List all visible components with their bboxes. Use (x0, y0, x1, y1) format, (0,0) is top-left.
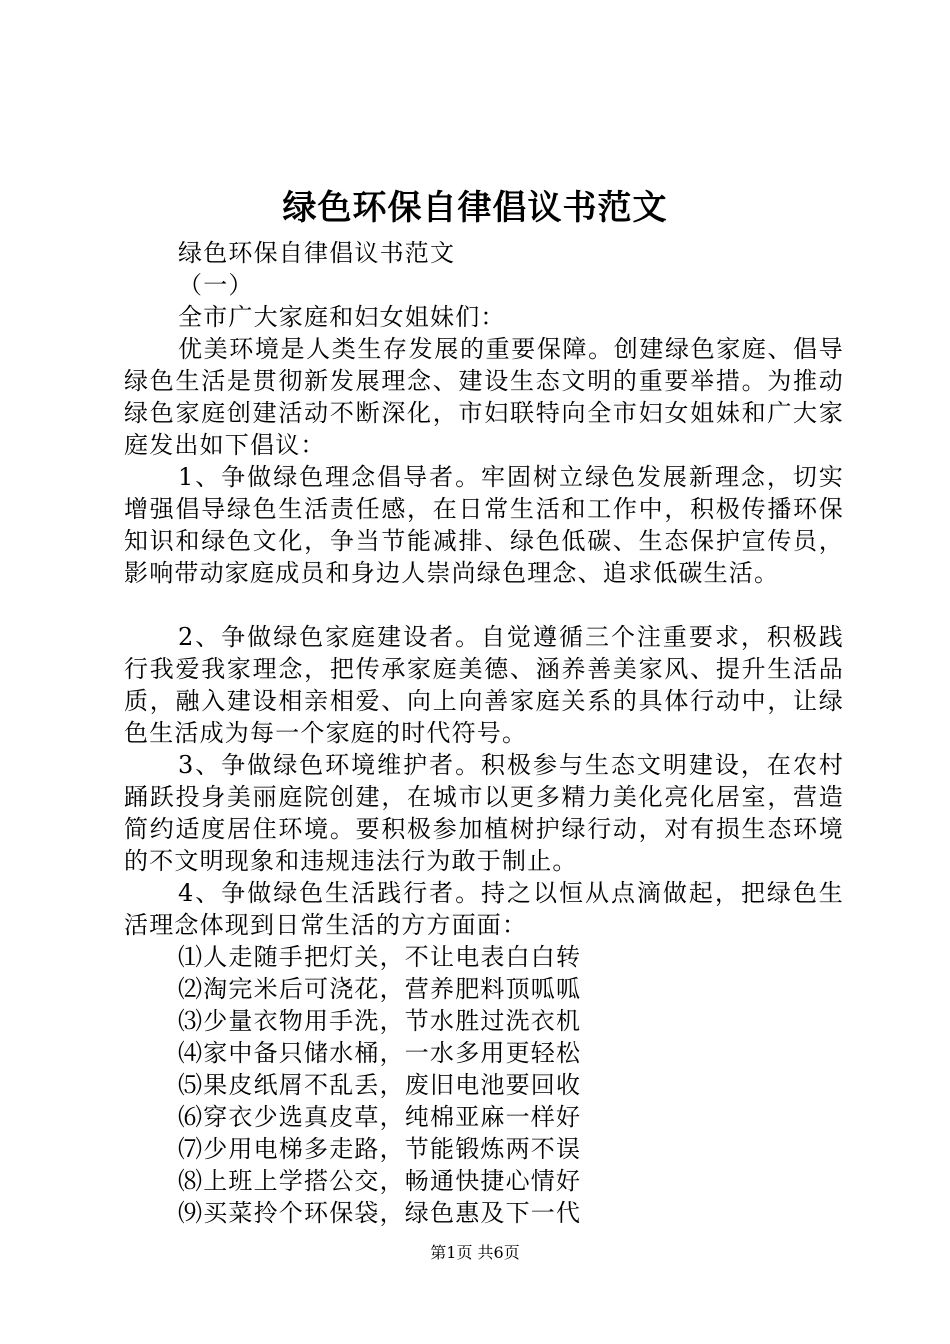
document-body (124, 237, 844, 1229)
intro-paragraph: 优美环境是人类生存发展的重要保障。创建绿色家庭、倡导绿色生活是贯彻新发展理念、建设生态文明的重要举措。为推动绿色家庭创建活动不断深化，市妇联特向全市妇女姐妹和广大家庭发出如下倡议： (124, 335, 844, 459)
item-paragraph-3: 3、争做绿色环境维护者。积极参与生态文明建设，在农村踊跃投身美丽庭院创建，在城市以更多精力美化亮化居室，营造简约适度居住环境。要积极参加植树护绿行动，对有损生态环境的不文明现象和违规违法行为敢于制止。 (124, 751, 844, 875)
tip-line: ⑻上班上学搭公交，畅通快捷心情好 (178, 1167, 582, 1195)
page-number-footer: 第1页 共6页 (430, 1243, 520, 1262)
tip-line: ⑵淘完米后可浇花，营养肥料顶呱呱 (178, 975, 582, 1003)
section-marker: （一） (178, 271, 254, 299)
salutation: 全市广大家庭和妇女姐妹们： (178, 303, 506, 331)
tip-line: ⑴人走随手把灯关，不让电表白白转 (178, 943, 582, 971)
item-paragraph-1: 1、争做绿色理念倡导者。牢固树立绿色发展新理念，切实增强倡导绿色生活责任感，在日常生活和工作中，积极传播环保知识和绿色文化，争当节能减排、绿色低碳、生态保护宣传员，影响带动家庭成员和身边人崇尚绿色理念、追求低碳生活。 (124, 463, 844, 587)
document-title: 绿色环保自律倡议书范文 (282, 188, 668, 228)
item-paragraph-2: 2、争做绿色家庭建设者。自觉遵循三个注重要求，积极践行我爱我家理念，把传承家庭美德、涵养善美家风、提升生活品质，融入建设相亲相爱、向上向善家庭关系的具体行动中，让绿色生活成为每一个家庭的时代符号。 (124, 623, 844, 747)
tip-line: ⑼买菜拎个环保袋，绿色惠及下一代 (178, 1199, 582, 1227)
tip-line: ⑹穿衣少选真皮草，纯棉亚麻一样好 (178, 1103, 582, 1131)
document-subtitle: 绿色环保自律倡议书范文 (178, 239, 456, 267)
item-paragraph-4: 4、争做绿色生活践行者。持之以恒从点滴做起，把绿色生活理念体现到日常生活的方方面面： (124, 879, 844, 939)
tip-line: ⑷家中备只储水桶，一水多用更轻松 (178, 1039, 582, 1067)
tip-line: ⑸果皮纸屑不乱丢，废旧电池要回收 (178, 1071, 582, 1099)
tip-line: ⑺少用电梯多走路，节能锻炼两不误 (178, 1135, 582, 1163)
tip-line: ⑶少量衣物用手洗，节水胜过洗衣机 (178, 1007, 582, 1035)
paragraph-gap (124, 589, 844, 621)
